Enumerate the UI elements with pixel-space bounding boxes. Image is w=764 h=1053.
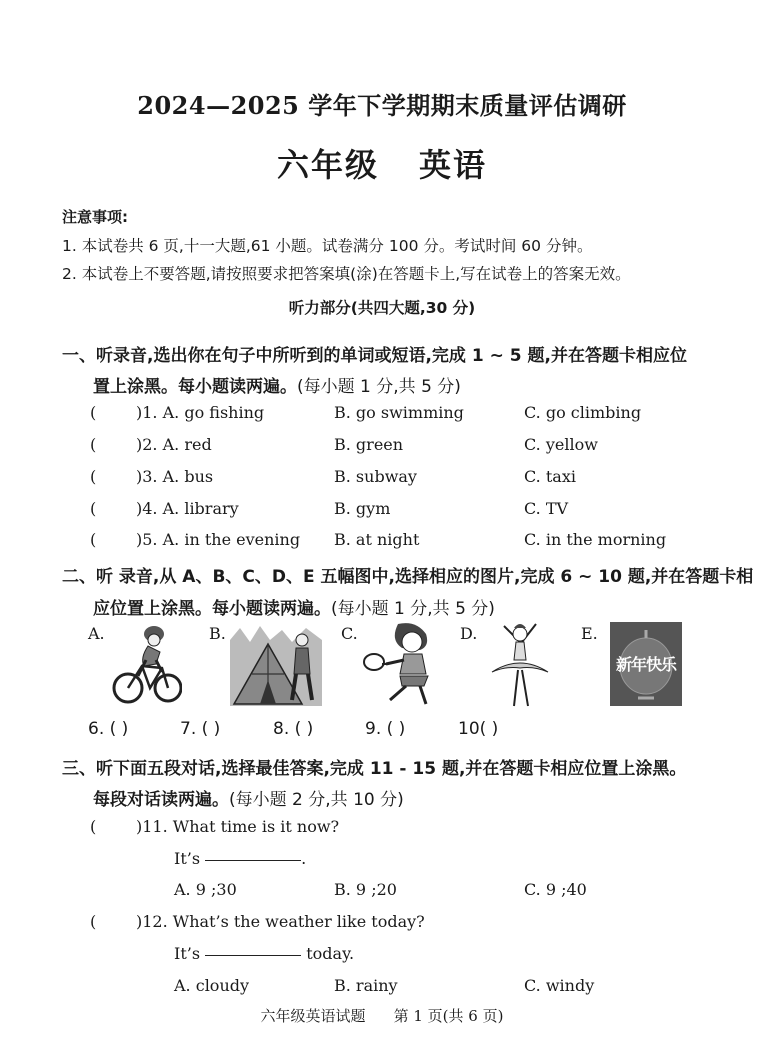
answer-paren-3: ( xyxy=(90,467,97,486)
answer-6: 6. ( ) xyxy=(88,719,129,739)
question-2-option-c: C. yellow xyxy=(524,435,598,454)
tent-camping-picture xyxy=(230,620,322,710)
picture-label-c: C. xyxy=(341,624,358,643)
section1-instruction-line2: 置上涂黑。每小题读两遍。(每小题 1 分,共 5 分) xyxy=(93,377,461,397)
answer-paren-4: ( xyxy=(90,499,97,518)
section3-instruction-line2: 每段对话读两遍。(每小题 2 分,共 10 分) xyxy=(93,790,404,810)
section2-instruction-line1: 二、听 录音,从 A、B、C、D、E 五幅图中,选择相应的图片,完成 6 ~ 10 题,并在答题卡相 xyxy=(62,567,754,587)
footer-title: 六年级英语试题 xyxy=(260,1007,366,1025)
picture-label-e: E. xyxy=(581,624,598,643)
subject-label: 英语 xyxy=(419,146,488,184)
question-12-option-a: A. cloudy xyxy=(174,976,250,995)
fill-blank xyxy=(205,860,301,861)
question-11-option-b: B. 9 ;20 xyxy=(334,880,397,899)
question-12-fill-line: It’s today. xyxy=(174,944,355,963)
fill-blank xyxy=(205,955,301,956)
tennis-player-picture xyxy=(360,620,444,710)
question-12-option-c: C. windy xyxy=(524,976,595,995)
listening-part-heading: 听力部分(共四大题,30 分) xyxy=(288,299,476,317)
section3-instruction-line1: 三、听下面五段对话,选择最佳答案,完成 11 - 15 题,并在答题卡相应位置上涂黑。 xyxy=(62,759,687,779)
exam-subtitle xyxy=(0,140,764,186)
page-number: 第 1 页(共 6 页) xyxy=(393,1007,504,1025)
notice-item-2: 2. 本试卷上不要答题,请按照要求把答案填(涂)在答题卡上,写在试卷上的答案无效。 xyxy=(62,265,631,283)
answer-paren-1: ( xyxy=(90,403,97,422)
question-1-option-c: C. go climbing xyxy=(524,403,642,422)
answer-7: 7. ( ) xyxy=(180,719,221,739)
question-12-option-b: B. rainy xyxy=(334,976,398,995)
question-3-option-c: C. taxi xyxy=(524,467,576,486)
question-11-option-a: A. 9 ;30 xyxy=(174,880,237,899)
section1-instruction-line1: 一、听录音,选出你在句子中所听到的单词或短语,完成 1 ~ 5 题,并在答题卡相应位 xyxy=(62,346,687,366)
exam-title: 2024—2025 学年下学期期末质量评估调研 xyxy=(137,91,627,120)
answer-paren-2: ( xyxy=(90,435,97,454)
section2-answer-row xyxy=(88,719,548,739)
answer-paren-11: ( xyxy=(90,817,97,836)
question-11-prompt: )11. What time is it now? xyxy=(136,817,340,836)
picture-label-b: B. xyxy=(209,624,226,643)
question-3-option-a: )3. A. bus xyxy=(136,467,214,486)
section2-instruction-line2: 应位置上涂黑。每小题读两遍。(每小题 1 分,共 5 分) xyxy=(93,599,495,619)
ballet-dancer-picture xyxy=(484,620,556,710)
picture-label-a: A. xyxy=(88,624,105,643)
answer-8: 8. ( ) xyxy=(273,719,314,739)
question-5-option-b: B. at night xyxy=(334,530,420,549)
question-5-option-a: )5. A. in the evening xyxy=(136,530,301,549)
question-2-option-b: B. green xyxy=(334,435,404,454)
section1-score: (每小题 1 分,共 5 分) xyxy=(297,377,461,397)
question-1-option-b: B. go swimming xyxy=(334,403,464,422)
new-year-lantern-picture xyxy=(610,622,682,706)
question-4-option-b: B. gym xyxy=(334,499,391,518)
question-4-option-a: )4. A. library xyxy=(136,499,239,518)
section3-score: (每小题 2 分,共 10 分) xyxy=(229,790,404,810)
picture-label-d: D. xyxy=(460,624,478,643)
notice-heading: 注意事项: xyxy=(62,208,128,226)
cyclist-picture xyxy=(112,620,182,710)
answer-10: 10( ) xyxy=(458,719,499,739)
question-3-option-b: B. subway xyxy=(334,467,417,486)
question-1-option-a: )1. A. go fishing xyxy=(136,403,265,422)
question-11-option-c: C. 9 ;40 xyxy=(524,880,587,899)
question-12-prompt: )12. What’s the weather like today? xyxy=(136,912,425,931)
answer-9: 9. ( ) xyxy=(365,719,406,739)
question-5-option-c: C. in the morning xyxy=(524,530,667,549)
answer-paren-5: ( xyxy=(90,530,97,549)
question-4-option-c: C. TV xyxy=(524,499,569,518)
grade-label: 六年级 xyxy=(276,146,379,184)
section2-score: (每小题 1 分,共 5 分) xyxy=(331,599,495,619)
lantern-text: 新年快乐 xyxy=(615,655,676,674)
question-2-option-a: )2. A. red xyxy=(136,435,212,454)
notice-item-1: 1. 本试卷共 6 页,十一大题,61 小题。试卷满分 100 分。考试时间 60 分钟。 xyxy=(62,237,593,255)
answer-paren-12: ( xyxy=(90,912,97,931)
page-footer xyxy=(0,1005,764,1026)
question-11-fill-line: It’s . xyxy=(174,849,307,868)
